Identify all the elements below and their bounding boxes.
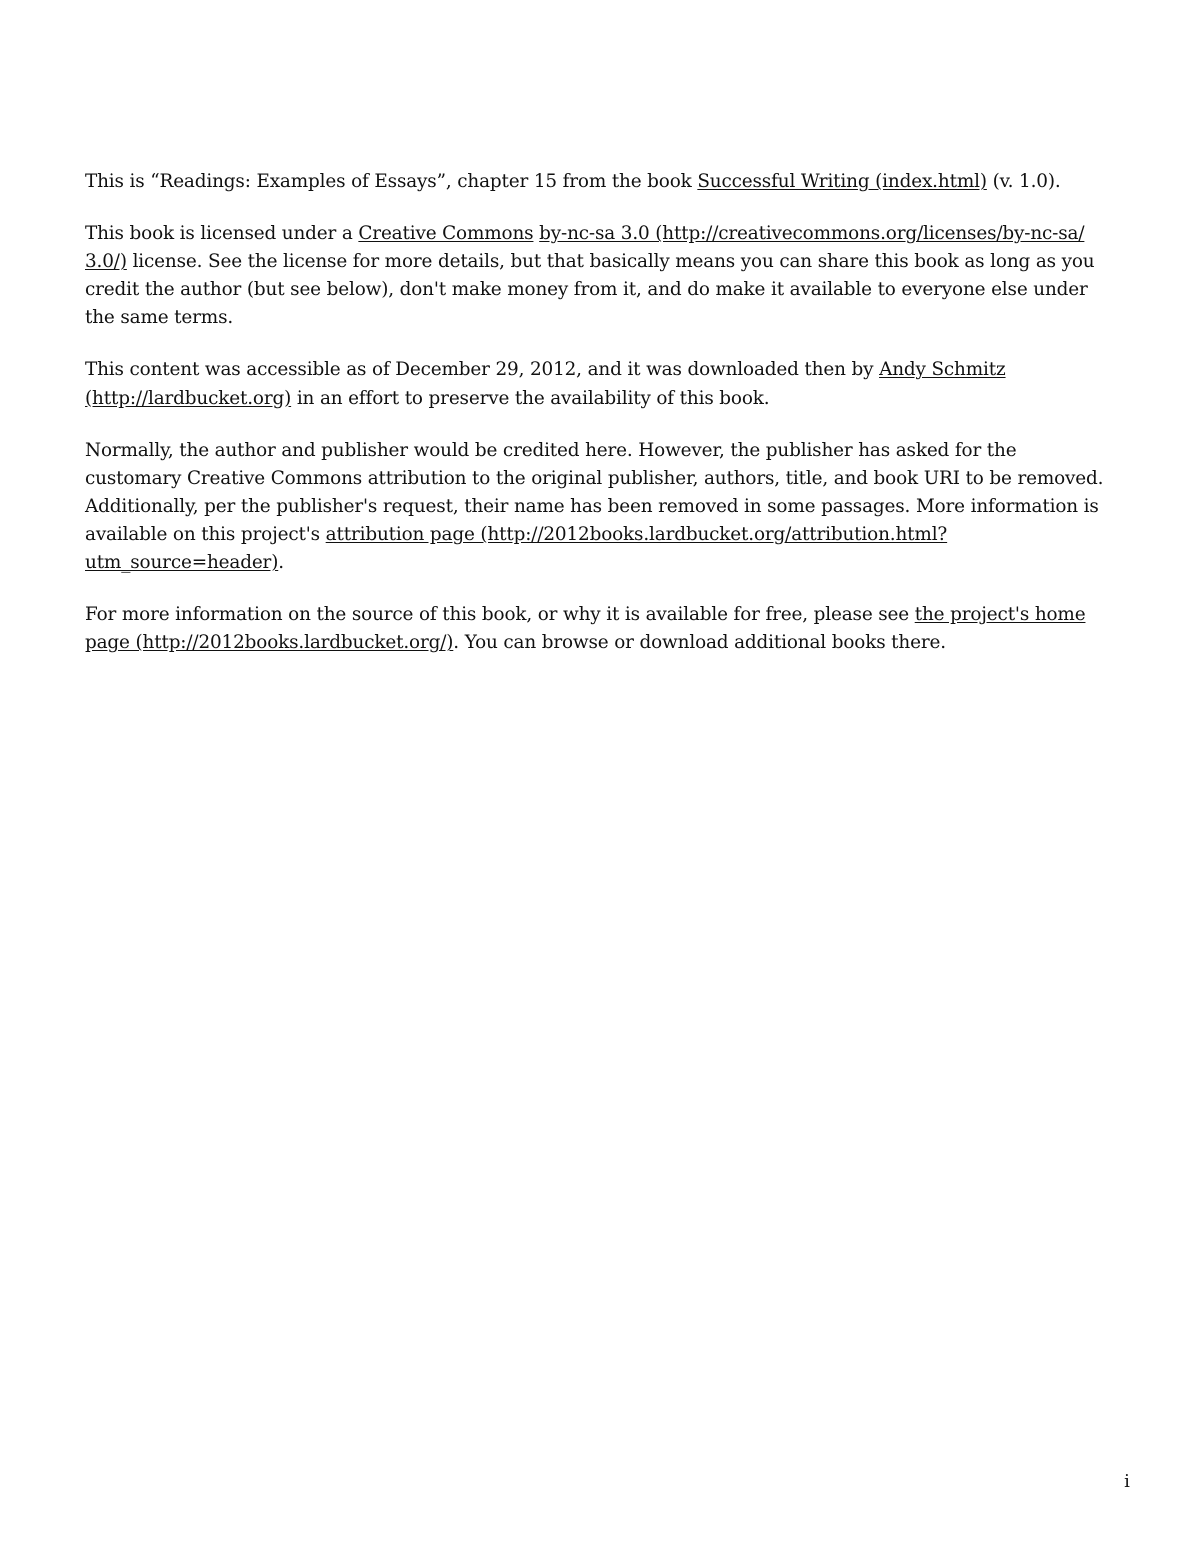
chapter-source-paragraph xyxy=(85,168,1117,196)
paragraph-text: . xyxy=(278,552,284,574)
paragraph-text: in an effort to preserve the availability of this book. xyxy=(291,387,770,409)
license-paragraph xyxy=(85,220,1117,332)
download-paragraph xyxy=(85,356,1117,412)
license-notice xyxy=(85,168,1117,681)
attribution-page-link[interactable]: attribution page (http://2012books.lardbucket.org/attribution.html?utm_source=header) xyxy=(85,523,948,574)
creative-commons-link[interactable]: Creative Commons xyxy=(358,223,534,245)
paragraph-text: This content was accessible as of December 29, 2012, and it was downloaded then by xyxy=(85,359,880,381)
paragraph-text: . You can browse or download additional books there. xyxy=(453,632,946,654)
more-information-paragraph xyxy=(85,601,1117,657)
project-home-page-link[interactable]: the project's home page (http://2012books.lardbucket.org/) xyxy=(85,604,1086,654)
license-link[interactable]: by-nc-sa 3.0 (http://creativecommons.org/licenses/by-nc-sa/ 3.0/) xyxy=(85,223,1085,273)
paragraph-text: This book is licensed under a xyxy=(85,223,359,245)
attribution-paragraph xyxy=(85,437,1117,577)
successful-writing-link[interactable]: Successful Writing (index.html) xyxy=(697,171,987,192)
paragraph-text: For more information on the source of this book, or why it is available for free, please see xyxy=(85,604,915,626)
paragraph-text: Normally, the author and publisher would be credited here. However, the publisher has asked for the customary Creative Commons attribution to the original publisher, authors, title, and book URI to be removed. Additionally, per the publisher's request, their name has been removed in some passages. More information is available on this project's xyxy=(85,439,1104,545)
paragraph-text: license. See the license for more details, but that basically means you can share this book as long as you credit the author (but see below), don't make money from it, and do make it available to everyone else under the same terms. xyxy=(85,251,1095,329)
page-number: i xyxy=(1124,1471,1130,1492)
andy-schmitz-link[interactable]: Andy Schmitz (http://lardbucket.org) xyxy=(85,359,1006,409)
paragraph-text: (v. 1.0). xyxy=(986,171,1061,192)
paragraph-text: This is “Readings: Examples of Essays”, chapter 15 from the book xyxy=(85,171,698,192)
